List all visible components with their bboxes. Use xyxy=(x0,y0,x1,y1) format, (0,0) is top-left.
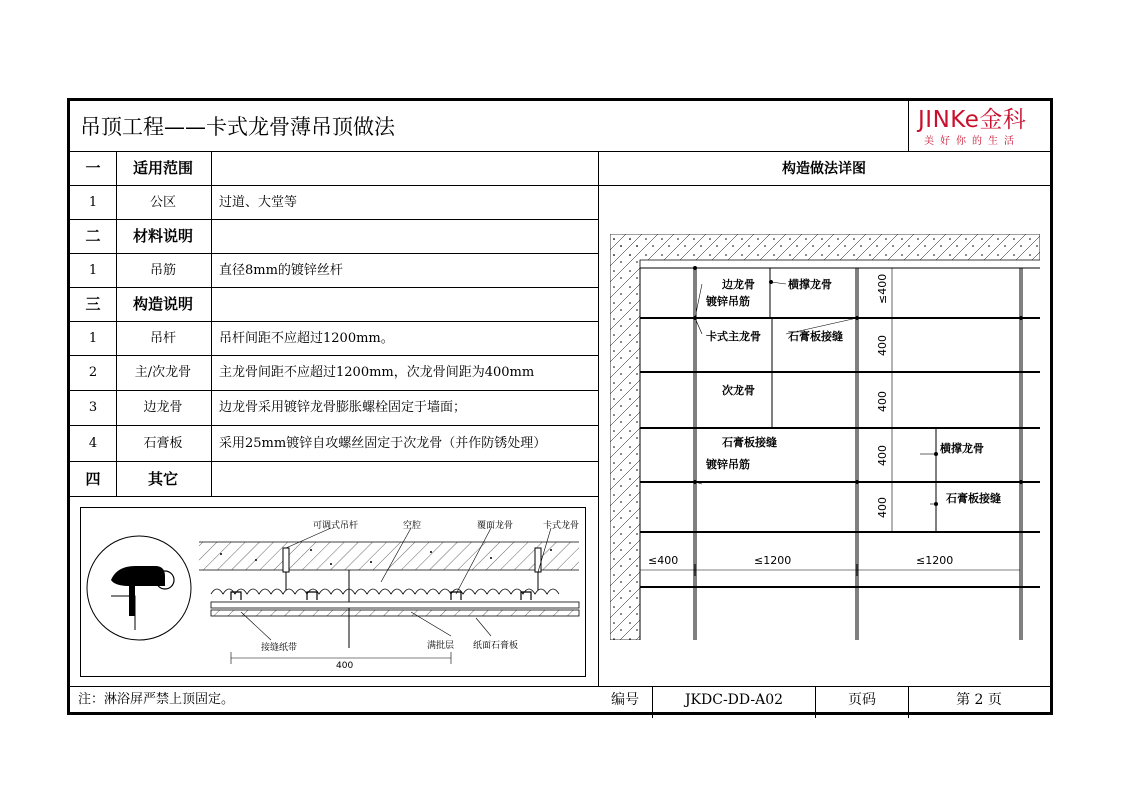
dim-h3: ≤1200 xyxy=(916,554,954,567)
code-value: JKDC-DD-A02 xyxy=(684,692,784,708)
row-index: 3 xyxy=(88,400,98,415)
row-index: 2 xyxy=(88,365,98,380)
label-joint-tape: 接缝纸带 xyxy=(261,643,298,653)
label-galv-rod: 镀锌吊筋 xyxy=(706,295,750,308)
label-board: 纸面石膏板 xyxy=(473,641,519,651)
drawing-frame xyxy=(67,98,1053,715)
code-label: 编号 xyxy=(611,692,639,708)
row-item: 石膏板 xyxy=(143,436,183,451)
row-desc: 吊杆间距不应超过1200mm。 xyxy=(219,331,394,346)
dim-top: ≤400 xyxy=(876,273,889,304)
row-item: 公区 xyxy=(149,195,177,210)
section-detail-svg xyxy=(81,508,585,676)
label-card-keel: 卡式龙骨 xyxy=(543,521,580,531)
section-title: 材料说明 xyxy=(132,227,194,245)
dim-v3: 400 xyxy=(876,445,889,466)
label-cross-keel: 横撑龙骨 xyxy=(940,442,984,455)
label-galv-rod: 镀锌吊筋 xyxy=(706,458,750,471)
page-title: 吊顶工程——卡式龙骨薄吊顶做法 xyxy=(80,115,395,139)
row-item: 吊杆 xyxy=(149,331,177,346)
section-title: 适用范围 xyxy=(132,159,194,177)
logo-slogan: 美好你的生活 xyxy=(924,136,1020,147)
label-dim-400: 400 xyxy=(336,661,354,671)
label-card-main-keel: 卡式主龙骨 xyxy=(706,330,761,343)
page-value: 第 2 页 xyxy=(956,692,1002,708)
row-desc: 直径8mm的镀锌丝杆 xyxy=(219,263,343,278)
dim-v1: 400 xyxy=(876,335,889,356)
label-cover-keel: 覆面龙骨 xyxy=(477,521,514,531)
label-cavity: 空腔 xyxy=(403,521,422,531)
label-cross-keel: 横撑龙骨 xyxy=(788,278,832,291)
dim-v2: 400 xyxy=(876,391,889,412)
section-num: 三 xyxy=(85,295,101,313)
label-putty: 满批层 xyxy=(427,641,455,651)
label-rod: 可调式吊杆 xyxy=(313,521,359,531)
row-index: 1 xyxy=(88,331,98,346)
dim-h2: ≤1200 xyxy=(754,554,792,567)
row-index: 1 xyxy=(88,195,98,210)
row-desc: 边龙骨采用镀锌龙骨膨胀螺栓固定于墙面； xyxy=(219,400,467,415)
section-title: 其它 xyxy=(147,470,179,488)
section-title: 构造说明 xyxy=(132,295,194,313)
row-item: 吊筋 xyxy=(149,263,177,278)
row-desc: 主龙骨间距不应超过1200mm，次龙骨间距为400mm xyxy=(219,365,535,380)
column-divider xyxy=(598,151,599,686)
detail-title: 构造做法详图 xyxy=(782,161,866,177)
row-desc: 采用25mm镀锌自攻螺丝固定于次龙骨（并作防锈处理） xyxy=(219,436,547,451)
dim-v4: 400 xyxy=(876,497,889,518)
label-board-joint: 石膏板接缝 xyxy=(722,436,777,449)
section-num: 一 xyxy=(85,159,101,177)
logo xyxy=(916,107,1051,147)
row-index: 4 xyxy=(88,436,98,451)
row-item: 边龙骨 xyxy=(143,400,183,415)
label-board-joint: 石膏板接缝 xyxy=(946,492,1001,505)
section-detail-drawing xyxy=(80,507,586,677)
label-secondary-keel: 次龙骨 xyxy=(722,384,755,397)
label-edge-keel: 边龙骨 xyxy=(722,278,755,291)
row-index: 1 xyxy=(88,263,98,278)
section-num: 二 xyxy=(85,227,101,245)
page-label: 页码 xyxy=(848,692,876,708)
plan-detail-drawing xyxy=(610,234,1040,640)
row-item: 主/次龙骨 xyxy=(134,365,192,380)
section-num: 四 xyxy=(85,470,101,488)
plan-detail-svg xyxy=(610,234,1040,640)
dim-h1: ≤400 xyxy=(648,554,679,567)
logo-divider xyxy=(908,101,909,151)
label-board-joint: 石膏板接缝 xyxy=(788,330,843,343)
row-desc: 过道、大堂等 xyxy=(219,195,298,210)
logo-text: JINKe金科 xyxy=(918,107,1027,133)
footer-note: 注：淋浴屏严禁上顶固定。 xyxy=(78,692,235,707)
